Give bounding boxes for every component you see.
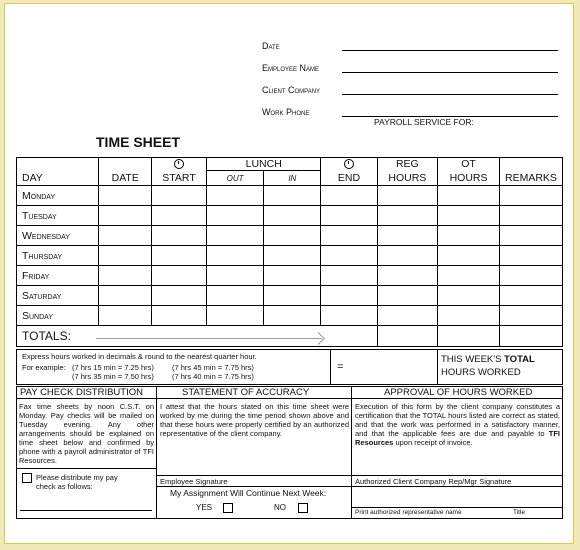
lunch-header: LUNCH (206, 158, 320, 171)
day-header: DAY (17, 171, 99, 186)
client-company-label: Client Company (262, 85, 321, 95)
employee-signature-line[interactable] (156, 475, 351, 476)
assignment-text: My Assignment Will Continue Next Week: (170, 488, 327, 498)
distribute-text: Please distribute my pay check as follows: (36, 473, 118, 491)
yes-label: YES (196, 503, 213, 512)
approval-text: Execution of this form by the client company constitutes a certification that the TOTAL hours listed are correct as stated, and that the work was performed in a satisfactory manner, and that the applicable fees are due and payable to TFI Resources upon receipt of invoice. (355, 402, 560, 447)
out-header: OUT (206, 171, 263, 186)
notes-line: Express hours worked in decimals & round to the nearest quarter hour. (22, 352, 257, 361)
time-grid (16, 157, 563, 347)
example-1: (7 hrs 15 min = 7.25 hrs) (72, 363, 154, 372)
week-total-label: THIS WEEK'S TOTAL (441, 354, 535, 365)
date-label: Date (262, 41, 280, 51)
client-signature-line[interactable] (351, 475, 563, 476)
distribution-line[interactable] (20, 510, 152, 511)
employee-name-label: Employee Name (262, 63, 320, 73)
payroll-service-label: PAYROLL SERVICE FOR: (374, 117, 474, 127)
in-header: IN (264, 171, 321, 186)
no-label: NO (274, 503, 286, 512)
example-2: (7 hrs 45 min = 7.75 hrs) (172, 363, 254, 372)
example-4: (7 hrs 40 min = 7.75 hrs) (172, 372, 254, 381)
clock-icon (344, 159, 354, 169)
accuracy-title: STATEMENT OF ACCURACY (182, 387, 310, 398)
client-company-field[interactable] (342, 94, 558, 95)
yes-checkbox[interactable] (223, 503, 233, 513)
day-label-wednesday: Wednesday (17, 226, 99, 246)
day-label-sunday: Sunday (17, 306, 99, 326)
equals-sign: = (337, 361, 344, 373)
work-phone-label: Work Phone (262, 107, 310, 117)
total-reg-hours-cell[interactable] (377, 326, 438, 347)
approval-title: APPROVAL OF HOURS WORKED (384, 387, 533, 398)
end-header: END (321, 171, 377, 186)
pay-check-title: PAY CHECK DISTRIBUTION (20, 387, 143, 398)
distribute-checkbox[interactable] (22, 473, 32, 483)
ot-header: OT (438, 158, 500, 171)
arrow-right-icon (96, 338, 322, 339)
title-label: Title (513, 509, 526, 516)
accuracy-text: I attest that the hours stated on this time sheet were worked by me during the time period shown above and that these hours were properly certified by an authorized representative of the client company. (160, 402, 349, 438)
page-title: TIME SHEET (96, 134, 181, 150)
clock-icon (174, 159, 184, 169)
remarks-header: REMARKS (499, 171, 562, 186)
reg-header: REG (377, 158, 438, 171)
day-label-thursday: Thursday (17, 246, 99, 266)
client-signature-label: Authorized Client Company Rep/Mgr Signature (355, 477, 512, 486)
employee-name-field[interactable] (342, 72, 558, 73)
day-label-friday: Friday (17, 266, 99, 286)
date-header: DATE (99, 171, 152, 186)
print-name-label: Print authorized representative name (355, 509, 462, 516)
day-label-monday: Monday (17, 186, 99, 206)
example-label: For example: (22, 363, 66, 372)
no-checkbox[interactable] (298, 503, 308, 513)
pay-check-text: Fax time sheets by noon C.S.T. on Monday. Pay checks will be mailed on Tuesday evening. Any other arrangements should be explained on time sheet below and confirmed by phone with a payroll administrator of TFI Resources. (19, 402, 154, 465)
totals-label: TOTALS: (17, 326, 378, 347)
example-3: (7 hrs 35 min = 7.50 hrs) (72, 372, 154, 381)
employee-signature-label: Employee Signature (160, 477, 228, 486)
date-field[interactable] (342, 50, 558, 51)
total-ot-hours-cell[interactable] (438, 326, 500, 347)
ot-hours-header: HOURS (438, 171, 500, 186)
hours-worked-label: HOURS WORKED (441, 367, 521, 378)
day-label-tuesday: Tuesday (17, 206, 99, 226)
reg-hours-header: HOURS (377, 171, 438, 186)
start-header: START (152, 171, 207, 186)
print-name-line[interactable] (351, 507, 563, 508)
day-label-saturday: Saturday (17, 286, 99, 306)
